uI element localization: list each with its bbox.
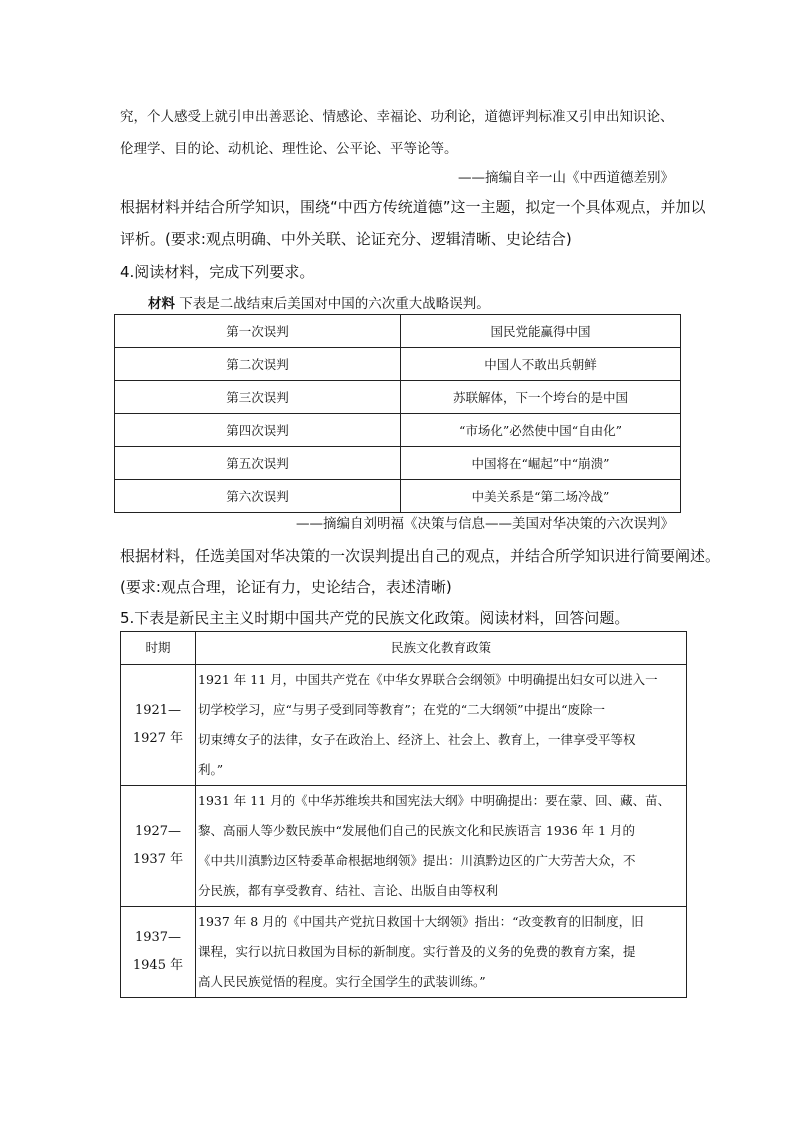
policy-line: 高人民民族觉悟的程度。实行全国学生的武装训练。” [198,974,486,989]
table-row [121,907,687,998]
period-end: 1927 年 [132,731,184,746]
policy-line: 黎、高丽人等少数民族中“发展他们自己的民族文化和民族语言 1936 年 1 月的 [198,823,636,838]
q3-material-line-2: 伦理学、目的论、动机论、理性论、公平论、平等论等。 [120,141,458,157]
misjudgment-content: 中国将在“崛起”中“崩溃” [401,447,681,480]
table-row [121,665,687,786]
misjudgment-content: 苏联解体，下一个垮台的是中国 [401,381,681,414]
q5-title: 5.下表是新民主主义时期中国共产党的民族文化政策。阅读材料，回答问题。 [120,609,630,627]
policy-cell [196,786,687,907]
policy-line: 1921 年 11 月，中国共产党在《中华女界联合会纲领》中明确提出妇女可以进入一 [198,672,658,687]
misjudgment-label: 第一次误判 [115,315,401,348]
policy-cell [196,665,687,786]
table-header-row [121,632,687,665]
table-row [115,414,681,447]
table-row [115,447,681,480]
q4-task-line-1: 根据材料，任选美国对华决策的一次误判提出自己的观点，并结合所学知识进行简要阐述。 [120,547,721,565]
period-cell [121,665,196,786]
misjudgment-label: 第三次误判 [115,381,401,414]
header-period: 时期 [121,632,196,665]
q4-material-label: 材料 [148,296,175,312]
header-policy: 民族文化教育政策 [196,632,687,665]
period-start: 1921— [134,703,182,718]
misjudgment-content: “市场化”必然使中国“自由化” [401,414,681,447]
q3-material-line-1: 究，个人感受上就引申出善恶论、情感论、幸福论、功利论，道德评判标准又引申出知识论、 [120,109,674,125]
policy-line: 《中共川滇黔边区特委革命根据地纲领》提出：川滇黔边区的广大劳苦大众，不 [198,853,636,868]
q4-source: ——摘编自刘明福《决策与信息——美国对华决策的六次误判》 [296,516,674,532]
period-end: 1937 年 [132,852,184,867]
misjudgment-label: 第二次误判 [115,348,401,381]
misjudgment-content: 中美关系是“第二场冷战” [401,480,681,513]
policy-line: 课程，实行以抗日救国为目标的新制度。实行普及的义务的免费的教育方案，提 [198,944,636,959]
misjudgment-label: 第六次误判 [115,480,401,513]
period-cell [121,907,196,998]
table-row [115,315,681,348]
table-row [115,480,681,513]
q3-task-line-2: 评析。(要求:观点明确、中外关联、论证充分、逻辑清晰、史论结合) [120,230,572,248]
q4-material [148,292,490,312]
policy-line: 切束缚女子的法律，女子在政治上、经济上、社会上、教育上，一律享受平等权 [198,732,636,747]
misjudgment-content: 中国人不敢出兵朝鲜 [401,348,681,381]
misjudgment-content: 国民党能赢得中国 [401,315,681,348]
misjudgment-label: 第五次误判 [115,447,401,480]
policy-line: 1931 年 11 月的《中华苏维埃共和国宪法大纲》中明确提出：要在蒙、回、藏、苗、 [198,793,671,808]
table-row [121,786,687,907]
table-row [115,381,681,414]
misjudgment-label: 第四次误判 [115,414,401,447]
q4-task-line-2: (要求:观点合理，论证有力，史论结合，表述清晰) [120,578,452,596]
policy-line: 分民族，都有享受教育、结社、言论、出版自由等权利 [198,883,499,898]
q4-title: 4.阅读材料，完成下列要求。 [120,263,315,281]
period-end: 1945 年 [132,958,184,973]
period-start: 1927— [134,824,182,839]
policy-line: 利。” [198,762,224,777]
q4-material-text: 下表是二战结束后美国对中国的六次重大战略误判。 [179,296,490,312]
table-row [115,348,681,381]
q3-source: ——摘编自辛一山《中西道德差别》 [458,170,674,186]
policy-line: 切学校学习，应“与男子受到同等教育”；在党的“二大纲领”中提出“废除一 [198,702,605,717]
policy-cell [196,907,687,998]
q3-task-line-1: 根据材料并结合所学知识，围绕“中西方传统道德”这一主题，拟定一个具体观点，并加以 [120,198,706,216]
period-cell [121,786,196,907]
policy-table [120,631,687,998]
period-start: 1937— [134,930,182,945]
misjudgment-table [114,314,681,513]
policy-line: 1937 年 8 月的《中国共产党抗日救国十大纲领》指出：“改变教育的旧制度，旧 [198,914,644,929]
